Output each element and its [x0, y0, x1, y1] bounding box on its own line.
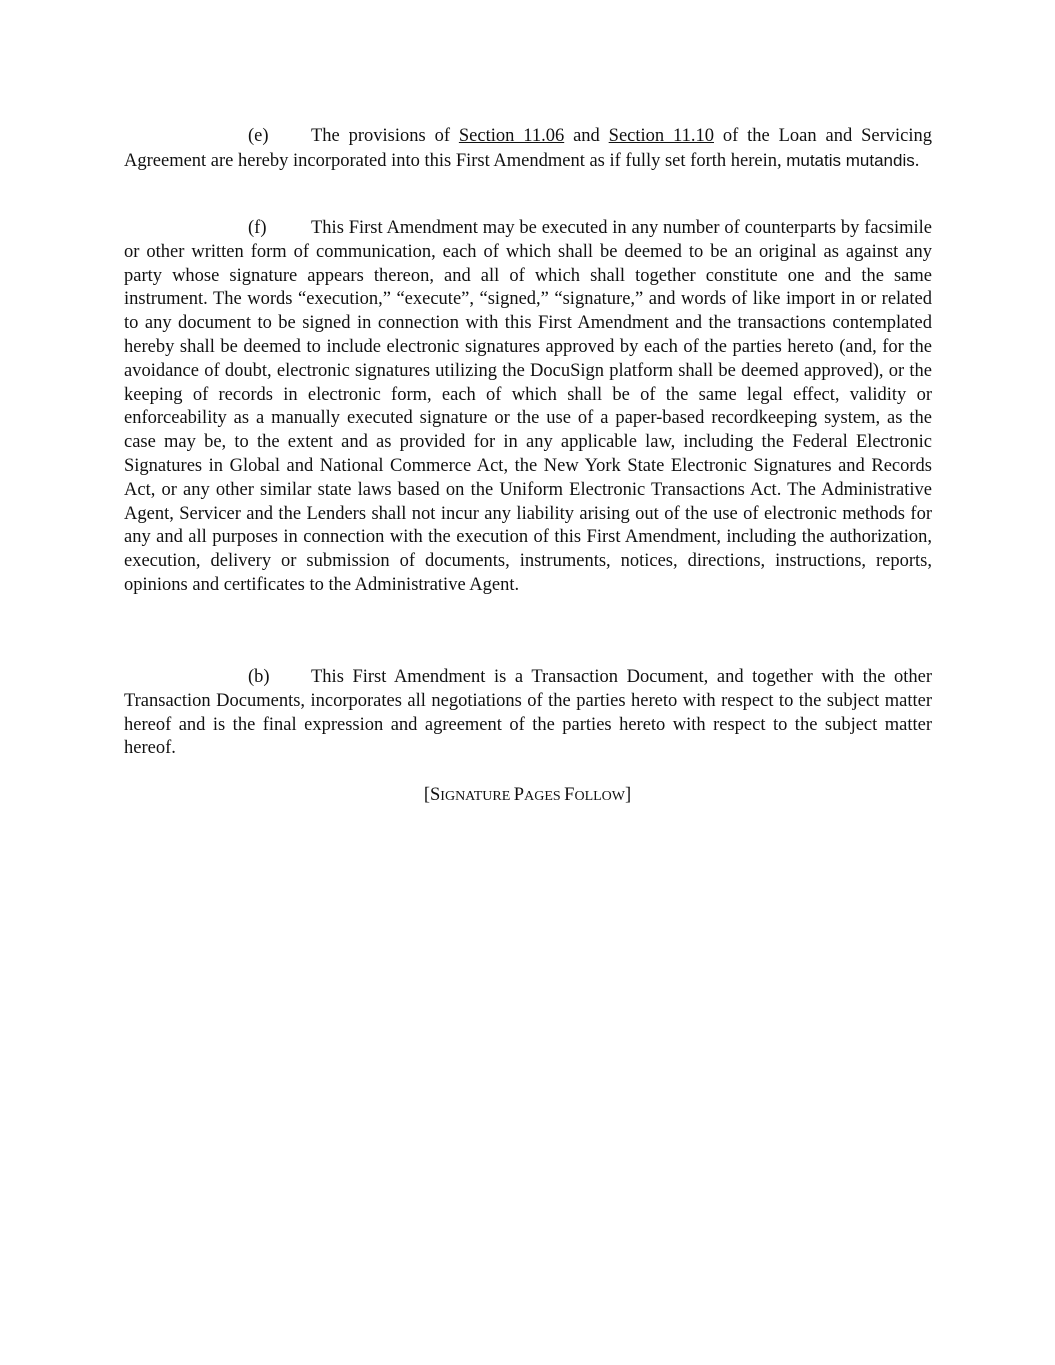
paragraph-label: (f)	[248, 218, 267, 238]
paragraph-f	[124, 217, 932, 598]
paragraph-e	[124, 125, 932, 174]
latin-phrase: mutatis mutandis	[786, 150, 915, 170]
text: IGNATURE	[440, 789, 514, 804]
section-reference: Section 11.06	[458, 126, 565, 146]
paragraph-label: (e)	[248, 126, 269, 146]
text: and	[564, 126, 609, 146]
text: .	[914, 150, 920, 171]
paragraph-label: (b)	[248, 667, 270, 687]
section-reference: Section 11.10	[608, 126, 714, 146]
text: ]	[625, 785, 632, 805]
text: AGES	[524, 789, 565, 804]
text: The provisions of	[311, 126, 459, 146]
text: F	[564, 785, 575, 805]
text: S	[430, 785, 441, 805]
signature-pages-follow	[0, 784, 1055, 809]
paragraph-b	[124, 666, 932, 761]
paragraph-text: This First Amendment may be executed in any number of counterparts by facsimile or other written form of communication, each of which shall be deemed to be an original as against any party whose signature appears thereon, and all of which shall together constitute one and the same instrument. The words “execution,” “execute”, “signed,” “signature,” and words of like import in or related to any document to be signed in connection with this First Amendment and the transactions contemplated hereby shall be deemed to include electronic signatures approved by each of the parties hereto (and, for the avoidance of doubt, electronic signatures utilizing the DocuSign platform shall be deemed approved), or the keeping of records in electronic form, each of which shall be of the same legal effect, validity or enforceability as a manually executed signature or the use of a paper-based recordkeeping system, as the case may be, to the extent and as provided for in any applicable law, including the Federal Electronic Signatures in Global and National Commerce Act, the New York State Electronic Signatures and Records Act, or any other similar state laws based on the Uniform Electronic Transactions Act. The Administrative Agent, Servicer and the Lenders shall not incur any liability arising out of the use of electronic methods for any and all purposes in connection with the execution of this First Amendment, including the authorization, execution, delivery or submission of documents, instruments, notices, directions, instructions, reports, opinions and certificates to the Administrative Agent.	[124, 218, 932, 595]
text: of the Loan and Servicing Agreement are hereby incorporated into this First Amendment as if fully set forth herein,	[124, 126, 932, 171]
text: [	[423, 785, 430, 805]
text: OLLOW	[574, 789, 625, 804]
text: P	[513, 785, 525, 805]
paragraph-text: This First Amendment is a Transaction Document, and together with the other Transaction Documents, incorporates all negotiations of the parties hereto with respect to the subject matter hereof and is the final expression and agreement of the parties hereto with respect to the subject matter hereof.	[124, 667, 932, 759]
